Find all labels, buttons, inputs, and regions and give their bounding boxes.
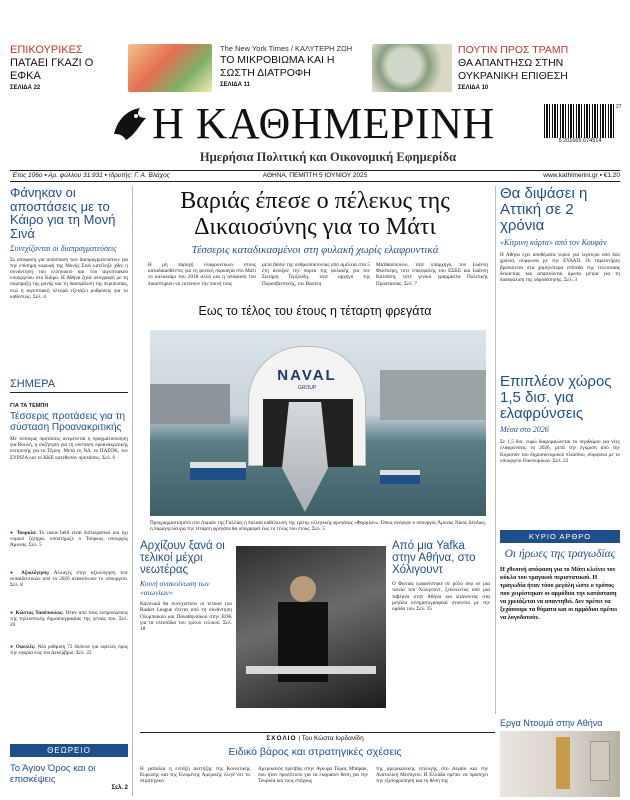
basketball-body: Κανονικά θα συνεχιστούν οι τελικοί του Basket League έπειτα από τη συνάντηση Ολυμπιακού και Παναθηναϊκού στην ΕΟΚ για τα επεισόδια του τρίτου τελικού. Σελ. 18 (140, 601, 232, 632)
list-item[interactable]: ● Κώστας Τασόπουλος: Ήταν από τους εκπροσώπους της τηλεοπτικής δημοσιογραφίας της γενιάς του. Σελ. 20 (10, 610, 128, 629)
tax-relief-body: Σε 1,5 δισ. ευρώ διαμορφώνεται το περιθώριο για νέες ελαφρύνσεις το 2026, μετά την έγκριση από την Κομισιόν του δημοσιονομικού πλαισίου, σύμφωνα με το υπουργείο Οικονομικών. Σελ. 22 (500, 439, 620, 464)
basketball-story[interactable] (140, 540, 232, 720)
masthead-subtitle: Ημερήσια Πολιτική και Οικονομική Εφημερίδα (199, 150, 457, 164)
theorio-header: ΘΕΩΡΕΙΟ (10, 744, 128, 757)
exhibit-photo (500, 731, 620, 797)
teaser-kicker: The New York Times / ΚΑΛΥΤΕΡΗ ΖΩΗ (220, 44, 353, 53)
bullet-text: Αλλαγές στην αξιολόγηση των εκπαιδευτικών από το 2026 ανακοίνωσε το υπουργείο. Σελ. 8 (10, 570, 128, 589)
bullet-head: Κώστας Τασόπουλος: (15, 610, 64, 616)
teaser-1[interactable] (10, 44, 130, 91)
restaurant-photo (236, 546, 386, 708)
theorio-page: Σελ. 2 (111, 785, 128, 791)
photo-caption: Προγραμματισμένο στο Λοριάν της Γαλλίας η παλαιά καθέλκυση της τρίτης ελληνικής φρεγάτας «Φορμίων». Όπως ανέφερε ο υπουργός Άμυνας Νίκος Δένδιας, η παραγγελία για την τέταρτη φρεγάτα θα υπογραφεί έως το τέλος του έτους. Σελ. 5 (150, 520, 486, 533)
bullet-head: Οφειλές: (15, 644, 36, 650)
dateline-left: Έτος 106ο ▪ Αρ. φύλλου 31.931 ▪ Ιδρυτής: Γ. Α. Βλάχος (12, 172, 170, 179)
scholio-col-1: Η γιαταλία η εντάξη ανετήζης της Κοινοτικής Ευρώπης και της Ενωμένης Αμερικής έλεγε ότι το στρατηγικό (140, 766, 250, 785)
left-lead-subtitle: Συνεχίζονται οι διαπραγματεύσεις (10, 243, 117, 253)
editorial-header: ΚΥΡΙΟ ΑΡΘΡΟ (500, 530, 620, 543)
scholio-col-3: της αμερικανικής επιλογής στο Αιγαίο και την Ανατολική Μεσόγειο. Η Ελλάδα πρέπει να προσέχει την εξισορρόπηση και τη θέση της (376, 766, 488, 785)
tax-relief-subtitle: Μέσα στο 2026 (500, 425, 549, 435)
water-story[interactable] (500, 186, 620, 356)
bullet-text: Ήταν από τους εκπροσώπους της τηλεοπτικής δημοσιογραφίας της γενιάς του. Σελ. 20 (10, 610, 128, 629)
list-item[interactable]: ● Τουρκία: Το casus belli είναι διπλωματικό και όχι νομικό ζήτημα, υποστήριξε ο Τούρκος υπουργός Άμυνας. Σελ. 5 (10, 530, 128, 549)
water-body: Η Αθήνα έχει αποθέματα νερού για λιγότερο από δύο χρόνια, σύμφωνα με την ΕΥΔΑΠ. Οι ταμιευτήρες βρίσκονται στα χαμηλότερα επίπεδα της τελευταίας δεκαετίας και απαιτούνται άμεσα μέτρα για τη διασφάλιση της υδροδότησης. Σελ. 3 (500, 252, 620, 284)
barcode (544, 104, 616, 148)
left-lead-title: Φάνηκαν οι αποστάσεις με το Κάιρο για τη Μονή Σινά (10, 185, 116, 241)
exhibit-story[interactable] (500, 718, 620, 798)
teaser-page: ΣΕΛΙΔΑ 10 (458, 85, 489, 91)
hollywood-story[interactable] (392, 540, 490, 720)
teaser-kicker: ΕΠΙΚΟΥΡΙΚΕΣ (10, 44, 83, 56)
tax-relief-title: Επιπλέον χώρος 1,5 δισ. για ελαφρύνσεις (500, 373, 612, 422)
main-col-1: Η μη παροχή ελαφρυντικών στους καταδικασθέντες για τη φονική πυρκαγιά στο Μάτι το καλοκαίρι του 2018 αλλά και η απόφαση του δικαστηρίου να εκτίσουν την ποινή τους (148, 262, 256, 287)
barcode-number: 5 201665 674514 (558, 138, 602, 144)
exhibit-title: Εργα Ντουμά στην Αθήνα (500, 718, 603, 728)
teaser-image-1 (128, 44, 212, 92)
teaser-title: ΠΑΤΑΕΙ ΓΚΑΖΙ Ο ΕΦΚΑ (10, 57, 94, 82)
bullet-head: Τουρκία: (16, 530, 37, 536)
simera-header: ΣΗΜΕΡΑ (10, 378, 128, 393)
basketball-title: Αρχίζουν ξανά οι τελικοί μέχρι νεωτέρας (140, 540, 225, 577)
tugboat (190, 462, 246, 480)
main-headline[interactable]: Βαριάς έπεσε ο πέλεκυς της Δικαιοσύνης για το Μάτι (180, 188, 450, 240)
simera-box (10, 378, 128, 738)
bullet-text: Νέα ρύθμιση 72 δόσεων για οφειλές προς την εφορία έως τον Δεκέμβριο. Σελ. 22 (10, 644, 128, 657)
bullet-text: Το casus belli είναι διπλωματικό και όχι νομικό ζήτημα, υποστήριξε ο Τούρκος υπουργός Άμυνας. Σελ. 5 (10, 530, 128, 549)
issue-number: 27 (616, 104, 622, 110)
editorial-title: Οι ήρωες της τραγωδίας (504, 548, 616, 560)
water-title: Θα διψάσει η Αττική σε 2 χρόνια (500, 185, 588, 234)
list-item[interactable]: ● Οφειλές: Νέα ρύθμιση 72 δόσεων για οφειλές προς την εφορία έως τον Δεκέμβριο. Σελ. 22 (10, 644, 128, 657)
theorio-title: Το Άγιον Όρος και οι επισκέψεις (10, 763, 96, 785)
scholio-label: ΣΧΟΛΙΟ | Του Κώστα Ιορδανίδη (266, 735, 364, 742)
editorial-body: Η χθεσινή απόφαση για το Μάτι κλείνει τον κύκλο του τραγικού περιστατικού. Η τραγωδία ήταν τόσο μεγάλη ώστε ο τρόπος που χειρίστηκαν οι αρμόδιοι την κατάσταση να χρειάζεται να απαντηθεί. Δεν πρέπει να ξεχάσουμε τα θύματα και οι αρμόδιοι πρέπει να λογοδοτούν. (500, 566, 618, 621)
left-lead-body: Σε απόφαση για απόσπαση των διαπραγματεύσεων για την επίσημη κορυφή της Μονής Σινά κατέληξε χθες η συνάντηση του ελληνικού και του αιγυπτιακού υπουργείου στο Κάιρο. Η Αθήνα ζητά υπογραφή με τη σύμπραξη της μονής και τη διασφάλιση της περιουσίας, ενώ η αιγυπτιακή πλευρά εξετάζει ρυθμίσεις για το καθεστώς. Σελ. 4 (10, 256, 128, 300)
masthead-title: Η ΚΑΘΗΜΕΡΙΝΗ (152, 99, 495, 148)
tugboat (380, 470, 420, 484)
hollywood-body: Ο Φωτιάς εμφανίστηκε σε ρόλο σεφ σε μια ταινία του Χόλιγουντ, ξεκινώντας από μια ταβέρνα στην Αθήνα και φτάνοντας στα μεγάλα κινηματογραφικά στούντιο με την ομάδα του. Σελ. 15 (392, 581, 490, 612)
teaser-2[interactable] (220, 44, 370, 90)
scholio-title[interactable]: Ειδικό βάρος και στρατηγικές σχέσεις (228, 746, 402, 758)
photo-header: Εως το τέλος του έτους η τέταρτη φρεγάτα (198, 304, 432, 318)
owl-logo-icon (110, 104, 150, 144)
editorial-box[interactable] (500, 530, 620, 714)
basketball-subtitle: Κοινή ανακοίνωση των «αιωνίων» (140, 579, 210, 598)
teaser-kicker: ΠΟΥΤΙΝ ΠΡΟΣ ΤΡΑΜΠ (458, 44, 569, 56)
bullet-head: Αξιολόγηση: (21, 570, 50, 576)
scholio-col-2: Αμερικανός πρέσβης στην Αγκυρα Τόμας Μπάρακ, που ήταν πρωτότυπο για να εκφράσει θέση για την Τουρκία και τους στόχους (258, 766, 368, 785)
simera-title[interactable]: Τέσσερις προτάσεις για τη σύσταση Προανακριτικής (10, 411, 126, 433)
teaser-title: ΤΟ ΜΙΚΡΟΒΙΩΜΑ ΚΑΙ Η ΣΩΣΤΗ ΔΙΑΤΡΟΦΗ (220, 54, 335, 79)
simera-body: Με τέσσερις προτάσεις ανεμένεται η πραγματοποίηση για Βουλή, η συζήτηση για τη σύσταση προανακριτικής επιτροπής για τα Τέμπη. Μετά τη ΝΔ, το ΠΑΣΟΚ, τον ΣΥΡΙΖΑ και το ΚΚΕ κατέθεσαν προτάσεις. Σελ. 6 (10, 436, 128, 461)
dateline-right: www.kathimerini.gr ▪ €1,20 (543, 172, 620, 179)
teaser-page: ΣΕΛΙΔΑ 11 (220, 82, 250, 88)
list-item[interactable]: ● Αξιολόγηση: Αλλαγές στην αξιολόγηση των εκπαιδευτικών από το 2026 ανακοίνωσε το υπουργείο. Σελ. 8 (10, 570, 128, 589)
scholio-author: Του Κώστα Ιορδανίδη (301, 735, 364, 742)
naval-brand-label: NAVAL (277, 367, 337, 384)
tax-relief-story[interactable] (500, 374, 620, 522)
simera-section: ΓΙΑ ΤΑ ΤΕΜΠΗ (10, 403, 49, 409)
teaser-page: ΣΕΛΙΔΑ 22 (10, 85, 41, 91)
teaser-image-2 (372, 44, 452, 92)
frigate-ship (282, 402, 328, 512)
scholio-label-text: ΣΧΟΛΙΟ (266, 735, 297, 742)
hollywood-title: Από μια Yafka στην Αθήνα, στο Χόλιγουντ (392, 540, 476, 577)
water-subtitle: «Κίτρινη κάρτα» από τον Κουφάν (500, 238, 607, 248)
simera-bullet-list (10, 530, 128, 674)
main-col-3: Ματθαιόπουλο, τότε υπαρχηγό, τον Ιωάννη Φωστιέρη, τότε επικεφαλής του ΕΣΚΕ και Ιωάννη Κατσάπη, τότε γενικό γραμματέα Πολιτικής Προστασίας. Σελ. 7 (376, 262, 488, 287)
theorio-box[interactable] (10, 744, 128, 796)
left-lead-story[interactable] (10, 186, 128, 372)
main-col-2: μετά βάσιν της ανθρωποκτονίας από αμέλεια στα 5 έτη άνοιξαν την πόρτα της φυλακής για τον Σωτήρη Τερζούδη, τότε αρχηγό της Πυροσβεστικής, τον Βασίλη (262, 262, 370, 287)
naval-group-label: GROUP (297, 385, 317, 391)
main-subtitle: Τέσσερις καταδικασμένοι στη φυλακή χωρίς ελαφρυντικά (191, 244, 439, 256)
teaser-title: ΘΑ ΑΠΑΝΤΗΣΩ ΣΤΗΝ ΟΥΚΡΑΝΙΚΗ ΕΠΙΘΕΣΗ (458, 57, 568, 82)
frigate-photo (150, 330, 486, 516)
dateline-center: ΑΘΗΝΑ, ΠΕΜΠΤΗ 5 ΙΟΥΝΙΟΥ 2025 (262, 172, 368, 179)
teaser-3[interactable] (458, 44, 623, 90)
